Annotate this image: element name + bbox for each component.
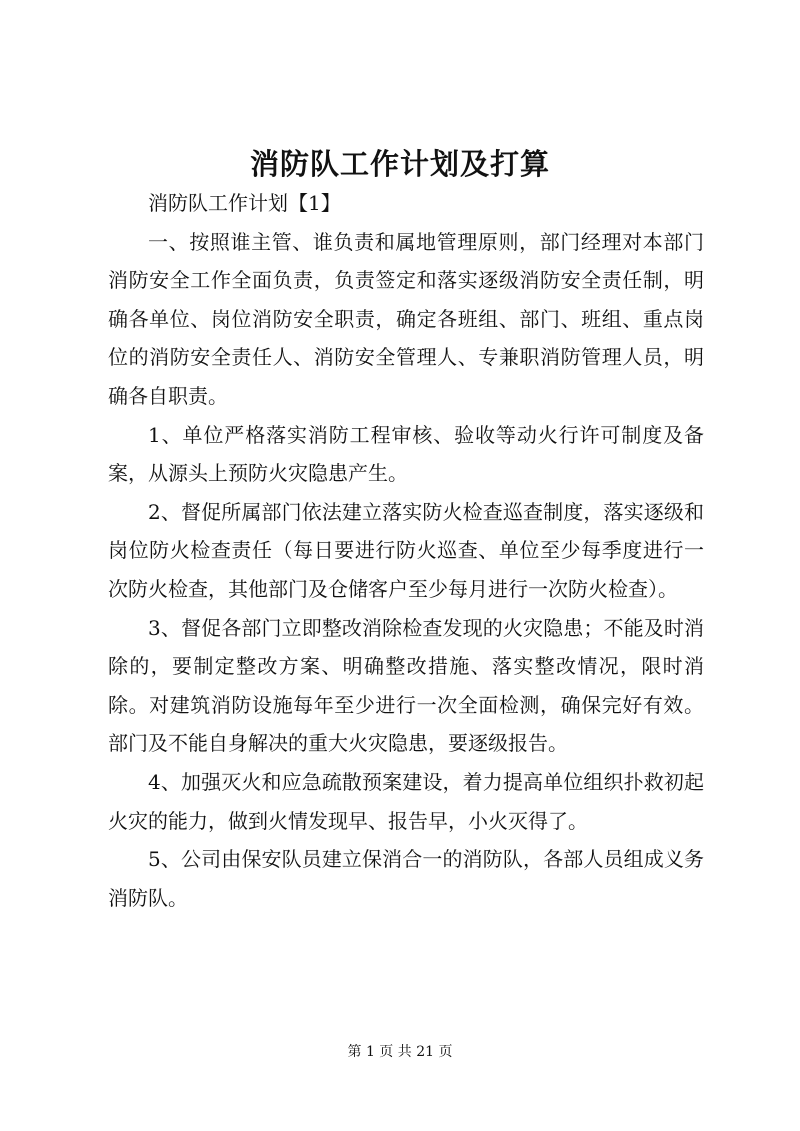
paragraph: 4、加强灭火和应急疏散预案建设，着力提高单位组织扑救初起火灾的能力，做到火情发现早、报告早，小火灭得了。 [108, 769, 704, 833]
paragraph: 3、督促各部门立即整改消除检查发现的火灾隐患；不能及时消除的，要制定整改方案、明确整改措施、落实整改情况，限时消除。对建筑消防设施每年至少进行一次全面检测，确保完好有效。部门及不能自身解决的重大火灾隐患，要逐级报告。 [108, 615, 704, 756]
page-title: 消防队工作计划及打算 [249, 147, 550, 181]
paragraph: 5、公司由保安队员建立保消合一的消防队，各部人员组成义务消防队。 [108, 847, 704, 910]
page-footer: 第 1 页 共 21 页 [347, 1044, 453, 1060]
paragraph: 1、单位严格落实消防工程审核、验收等动火行许可制度及备案，从源头上预防火灾隐患产生。 [108, 422, 704, 486]
section-heading: 消防队工作计划【1】 [148, 191, 341, 215]
document-body [108, 184, 704, 917]
paragraph: 2、督促所属部门依法建立落实防火检查巡查制度，落实逐级和岗位防火检查责任（每日要进行防火巡查、单位至少每季度进行一次防火检查，其他部门及仓储客户至少每月进行一次防火检查）。 [108, 499, 704, 601]
paragraph: 一、按照谁主管、谁负责和属地管理原则，部门经理对本部门消防安全工作全面负责，负责签定和落实逐级消防安全责任制，明确各单位、岗位消防安全职责，确定各班组、部门、班组、重点岗位的消防安全责任人、消防安全管理人、专兼职消防管理人员，明确各自职责。 [108, 229, 704, 408]
